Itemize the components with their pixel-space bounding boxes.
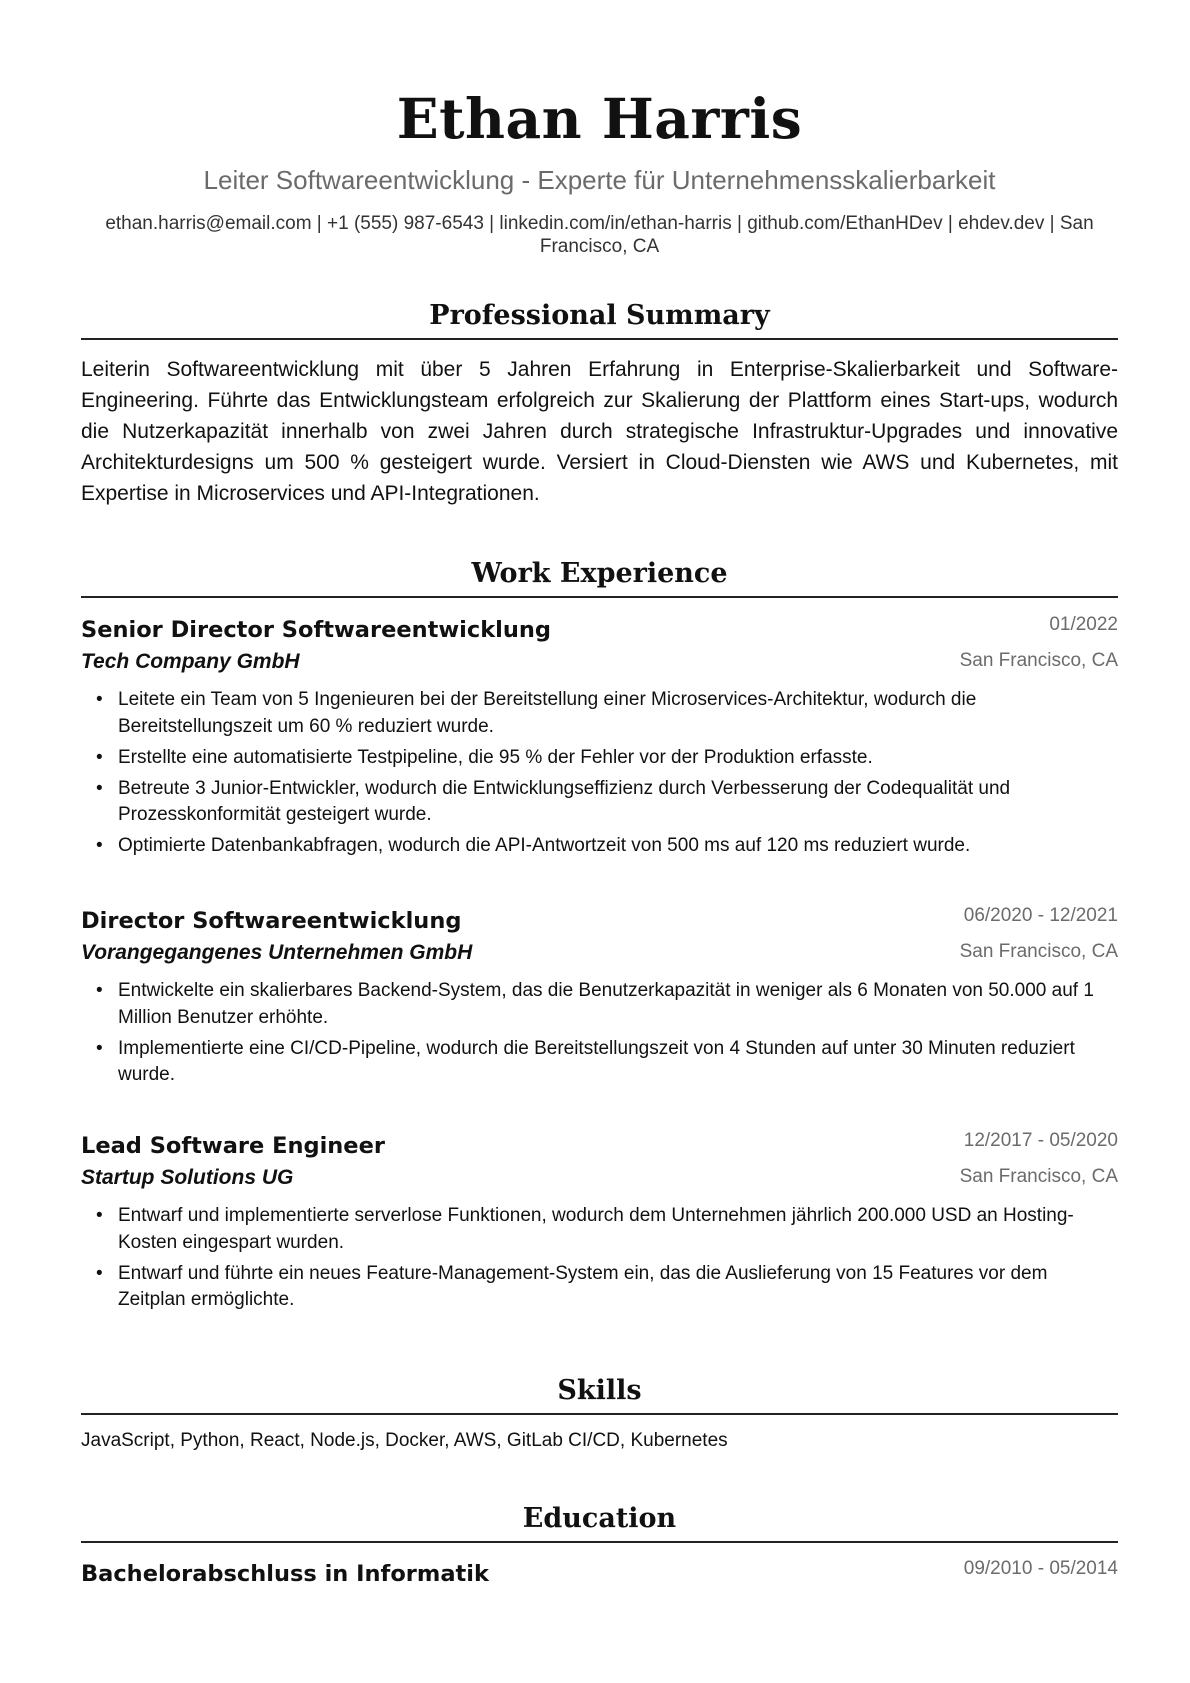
list-item: • Betreute 3 Junior-Entwickler, wodurch die Entwicklungseffizienz durch Verbesserung der Codequalität und Prozesskonformität gesteigert wurde.: [81, 776, 1118, 829]
list-item: • Leitete ein Team von 5 Ingenieuren bei der Bereitstellung einer Microservices-Architektur, wodurch die Bereitstellungszeit um 60 % reduziert wurde.: [81, 687, 1118, 740]
job-header: [81, 615, 1118, 646]
job-subheader: [81, 1162, 1118, 1193]
candidate-headline: Leiter Softwareentwicklung - Experte für Unternehmensskalierbarkeit: [203, 165, 996, 195]
job-location: San Francisco, CA: [959, 650, 1118, 671]
section-divider-experience: [81, 596, 1118, 598]
job-bullets: [81, 978, 1118, 1089]
list-item: • Implementierte eine CI/CD-Pipeline, wodurch die Bereitstellungszeit von 4 Stunden auf unter 30 Minuten reduziert wurde.: [81, 1036, 1118, 1089]
section-divider-summary: [81, 338, 1118, 340]
section-divider-education: [81, 1541, 1118, 1543]
job-title: Senior Director Softwareentwicklung: [81, 617, 552, 643]
list-item: • Entwarf und implementierte serverlose Funktionen, wodurch dem Unternehmen jährlich 200.000 USD an Hosting-Kosten eingespart wurden.: [81, 1203, 1118, 1256]
list-item: • Entwickelte ein skalierbares Backend-System, das die Benutzerkapazität in weniger als 6 Monaten von 50.000 auf 1 Million Benutzer erhöhte.: [81, 978, 1118, 1031]
education-date: 09/2010 - 05/2014: [963, 1558, 1118, 1579]
job-title: Director Softwareentwicklung: [81, 908, 462, 934]
section-title-summary: Professional Summary: [429, 300, 770, 331]
contact-line: ethan.harris@email.com | +1 (555) 987-6543 | linkedin.com/in/ethan-harris | github.com/EthanHDev | ehdev.dev | San Francisco, CA: [105, 213, 1094, 257]
job-date: 12/2017 - 05/2020: [963, 1130, 1118, 1151]
job-company: Tech Company GmbH: [81, 650, 300, 673]
job-entry: [81, 1131, 1118, 1318]
skills-text: JavaScript, Python, React, Node.js, Docker, AWS, GitLab CI/CD, Kubernetes: [81, 1430, 728, 1451]
education-degree: Bachelorabschluss in Informatik: [81, 1561, 489, 1587]
list-item: • Entwarf und führte ein neues Feature-Management-System ein, das die Auslieferung von 15 Features vor dem Zeitplan ermöglichte.: [81, 1261, 1118, 1314]
job-location: San Francisco, CA: [959, 941, 1118, 962]
list-item: • Optimierte Datenbankabfragen, wodurch die API-Antwortzeit von 500 ms auf 120 ms reduziert wurde.: [81, 833, 1118, 860]
list-item: • Erstellte eine automatisierte Testpipeline, die 95 % der Fehler vor der Produktion erfasste.: [81, 745, 1118, 772]
job-bullets: [81, 687, 1118, 860]
job-header: [81, 906, 1118, 937]
job-date: 01/2022: [1049, 614, 1118, 635]
job-location: San Francisco, CA: [959, 1166, 1118, 1187]
education-entry: [81, 1559, 1118, 1590]
section-title-experience: Work Experience: [471, 558, 728, 589]
job-title: Lead Software Engineer: [81, 1133, 385, 1159]
candidate-name: Ethan Harris: [396, 86, 803, 151]
job-header: [81, 1131, 1118, 1162]
job-date: 06/2020 - 12/2021: [963, 905, 1118, 926]
job-bullets: [81, 1203, 1118, 1314]
section-divider-skills: [81, 1413, 1118, 1415]
section-title-education: Education: [522, 1503, 677, 1534]
job-company: Startup Solutions UG: [81, 1166, 294, 1189]
job-entry: [81, 615, 1118, 864]
summary-text: Leiterin Softwareentwicklung mit über 5 Jahren Erfahrung in Enterprise-Skalierbarkeit und Software-Engineering. Führte das Entwicklungsteam erfolgreich zur Skalierung der Plattform eines Start-ups, wodurch die Nutzerkapazität innerhalb von zwei Jahren durch strategische Infrastruktur-Upgrades und innovative Architekturdesigns um 500 % gesteigert wurde. Versiert in Cloud-Diensten wie AWS und Kubernetes, mit Expertise in Microservices und API-Integrationen.: [81, 358, 1118, 505]
job-subheader: [81, 937, 1118, 968]
education-header: [81, 1559, 1118, 1590]
job-subheader: [81, 646, 1118, 677]
job-entry: [81, 906, 1118, 1093]
job-company: Vorangegangenes Unternehmen GmbH: [81, 941, 473, 964]
section-title-skills: Skills: [557, 1375, 642, 1406]
